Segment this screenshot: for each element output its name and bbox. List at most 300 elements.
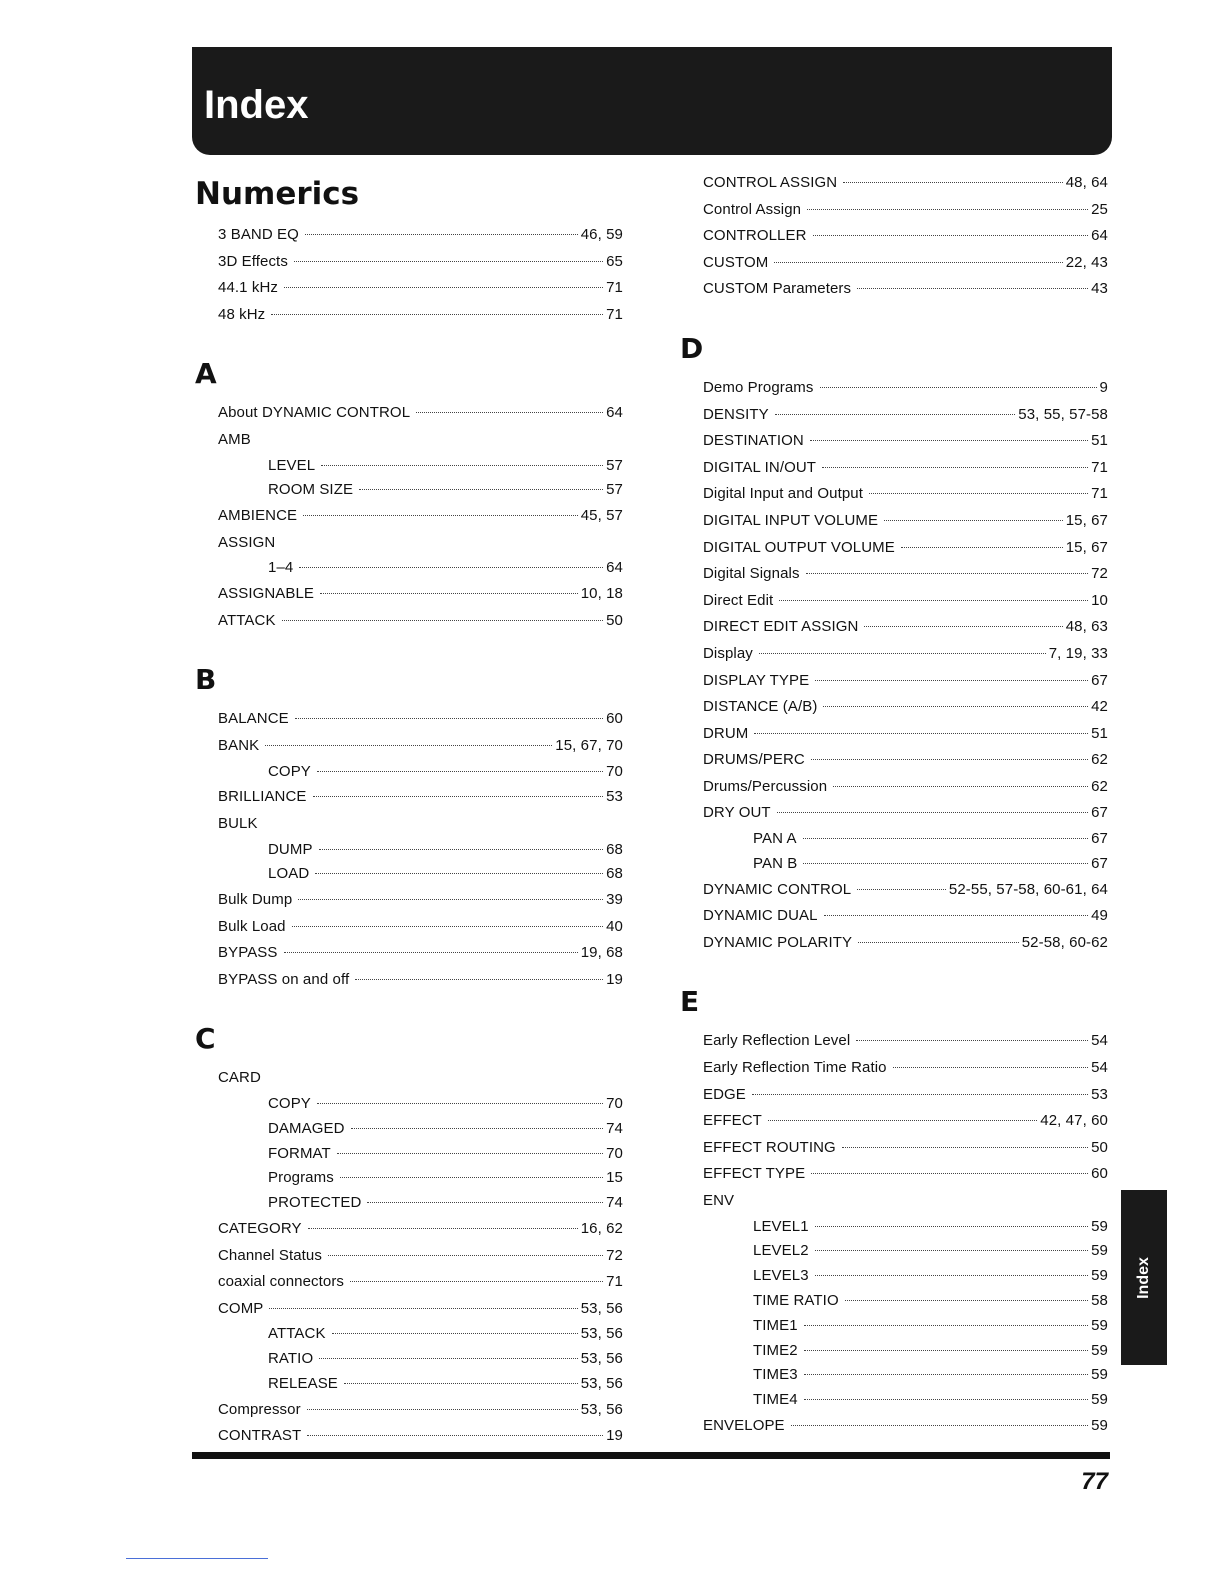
entry-label: Direct Edit <box>703 591 774 609</box>
dot-leader <box>815 680 1088 681</box>
dot-leader <box>824 915 1089 916</box>
dot-leader <box>820 387 1097 388</box>
entry-label: BYPASS on and off <box>218 970 350 988</box>
index-subentry[interactable] <box>680 1239 1108 1264</box>
entry-label: Drums/Percussion <box>703 777 828 795</box>
index-entry[interactable] <box>680 774 1108 801</box>
index-entry[interactable] <box>195 1397 623 1424</box>
entry-label: DRUMS/PERC <box>703 751 805 769</box>
entry-label: Bulk Dump <box>218 891 293 909</box>
index-entry[interactable] <box>680 276 1108 303</box>
entry-pages: 72 <box>606 1246 623 1264</box>
entry-pages: 7, 19, 33 <box>1048 644 1108 662</box>
dot-leader <box>308 1228 578 1229</box>
entry-label: COMP <box>218 1299 264 1317</box>
entry-label: 44.1 kHz <box>218 279 278 297</box>
index-entry[interactable] <box>680 1413 1108 1440</box>
index-entry[interactable] <box>195 1296 623 1323</box>
index-entry-list <box>680 170 1108 303</box>
index-entry[interactable] <box>195 581 623 608</box>
entry-label: Early Reflection Time Ratio <box>703 1059 887 1077</box>
index-subentry[interactable] <box>680 1388 1108 1413</box>
index-entry[interactable] <box>195 733 623 760</box>
entry-pages: 45, 57 <box>580 507 623 525</box>
index-subentry[interactable] <box>195 862 623 887</box>
entry-label: Digital Signals <box>703 565 800 583</box>
entry-pages: 42, 47, 60 <box>1040 1112 1108 1130</box>
section-gap <box>195 993 623 1019</box>
index-entry[interactable] <box>680 535 1108 562</box>
dot-leader <box>295 718 603 719</box>
dot-leader <box>822 467 1088 468</box>
page-title: Index <box>204 83 309 127</box>
entry-pages: 15 <box>606 1169 623 1187</box>
dot-leader <box>803 838 1089 839</box>
index-entry[interactable] <box>680 614 1108 641</box>
index-entry[interactable] <box>195 275 623 302</box>
dot-leader <box>340 1177 603 1178</box>
entry-pages: 19 <box>606 1427 623 1445</box>
index-entry[interactable] <box>680 223 1108 250</box>
index-entry[interactable] <box>680 747 1108 774</box>
entry-label: CONTROLLER <box>703 227 807 245</box>
index-subentry[interactable] <box>195 760 623 785</box>
dot-leader <box>856 1040 1088 1041</box>
index-subentry[interactable] <box>680 1314 1108 1339</box>
entry-pages: 64 <box>606 404 623 422</box>
entry-label: TIME RATIO <box>753 1291 839 1309</box>
section-heading: C <box>195 1022 216 1056</box>
entry-label: AMB <box>218 430 251 448</box>
dot-leader <box>811 759 1088 760</box>
index-subentry[interactable] <box>680 1363 1108 1388</box>
entry-pages: 53, 56 <box>580 1299 623 1317</box>
entry-pages: 40 <box>606 917 623 935</box>
footer-rule <box>192 1452 1110 1459</box>
entry-label: TIME1 <box>753 1316 798 1334</box>
entry-pages: 25 <box>1091 200 1108 218</box>
index-entry[interactable] <box>195 1423 623 1450</box>
index-entry[interactable] <box>680 402 1108 429</box>
entry-pages: 68 <box>606 865 623 883</box>
entry-pages: 59 <box>1091 1416 1108 1434</box>
section-gap <box>680 956 1108 982</box>
entry-pages: 48, 63 <box>1065 618 1108 636</box>
entry-label: Compressor <box>218 1400 301 1418</box>
entry-label: EDGE <box>703 1085 746 1103</box>
entry-label: 3 BAND EQ <box>218 226 299 243</box>
index-entry[interactable] <box>195 940 623 967</box>
dot-leader <box>299 567 603 568</box>
entry-label: coaxial connectors <box>218 1273 345 1291</box>
entry-pages: 10, 18 <box>580 585 623 603</box>
entry-label: 1–4 <box>268 559 294 577</box>
index-entry[interactable] <box>680 930 1108 957</box>
entry-pages: 71 <box>606 1273 623 1291</box>
entry-pages: 16, 62 <box>580 1220 623 1238</box>
entry-label: BRILLIANCE <box>218 788 307 806</box>
entry-label: CUSTOM <box>703 253 769 271</box>
side-tab-index[interactable] <box>1121 1190 1167 1365</box>
index-subentry[interactable] <box>195 556 623 581</box>
dot-leader <box>313 796 604 797</box>
entry-label: Control Assign <box>703 200 802 218</box>
index-entry[interactable] <box>680 694 1108 721</box>
entry-pages: 46, 59 <box>580 226 623 243</box>
dot-leader <box>759 653 1046 654</box>
entry-pages: 62 <box>1091 751 1108 769</box>
entry-pages: 71 <box>1091 485 1108 503</box>
entry-pages: 53, 56 <box>580 1325 623 1343</box>
dot-leader <box>294 261 603 262</box>
dot-leader <box>864 626 1062 627</box>
dot-leader <box>298 899 603 900</box>
index-entry[interactable] <box>195 811 623 838</box>
dot-leader <box>305 234 578 235</box>
dot-leader <box>265 745 552 746</box>
index-entry[interactable] <box>680 375 1108 402</box>
index-subentry[interactable] <box>680 827 1108 852</box>
index-entry[interactable] <box>195 503 623 530</box>
side-tab-label: Index <box>1135 1256 1152 1299</box>
entry-pages: 9 <box>1099 378 1108 396</box>
entry-label: FORMAT <box>268 1144 331 1162</box>
entry-pages: 62 <box>1091 777 1108 795</box>
entry-label: EFFECT ROUTING <box>703 1138 836 1156</box>
entry-pages: 53, 55, 57-58 <box>1018 405 1108 423</box>
dot-leader <box>319 849 604 850</box>
index-entry[interactable] <box>680 721 1108 748</box>
index-entry[interactable] <box>680 197 1108 224</box>
section-gap <box>195 328 623 354</box>
entry-pages: 71 <box>1091 458 1108 476</box>
entry-label: PAN A <box>753 830 797 848</box>
entry-label: Display <box>703 644 753 662</box>
entry-pages: 48, 64 <box>1065 174 1108 191</box>
entry-pages: 59 <box>1091 1267 1108 1285</box>
index-entry[interactable] <box>680 877 1108 904</box>
entry-pages: 19 <box>606 970 623 988</box>
entry-label: LEVEL3 <box>753 1267 809 1285</box>
index-subentry[interactable] <box>195 478 623 503</box>
index-subentry[interactable] <box>195 1322 623 1347</box>
dot-leader <box>344 1383 578 1384</box>
entry-pages: 59 <box>1091 1391 1108 1409</box>
entry-pages: 52-58, 60-62 <box>1021 933 1108 951</box>
entry-label: CATEGORY <box>218 1220 302 1238</box>
dot-leader <box>315 873 603 874</box>
dot-leader <box>307 1435 603 1436</box>
entry-label: DYNAMIC POLARITY <box>703 933 853 951</box>
dot-leader <box>321 465 603 466</box>
index-subentry[interactable] <box>195 1092 623 1117</box>
dot-leader <box>803 863 1088 864</box>
entry-pages: 74 <box>606 1119 623 1137</box>
dot-leader <box>857 889 946 890</box>
entry-label: CARD <box>218 1069 261 1087</box>
index-entry[interactable] <box>195 914 623 941</box>
index-subentry[interactable] <box>195 1166 623 1191</box>
entry-label: BULK <box>218 814 258 832</box>
entry-label: DYNAMIC DUAL <box>703 907 818 925</box>
entry-label: Programs <box>268 1169 334 1187</box>
index-entry[interactable] <box>195 400 623 427</box>
dot-leader <box>292 926 603 927</box>
entry-label: AMBIENCE <box>218 507 298 525</box>
entry-pages: 60 <box>606 710 623 728</box>
index-entry[interactable] <box>195 427 623 454</box>
dot-leader <box>317 771 603 772</box>
index-entry[interactable] <box>195 249 623 276</box>
dot-leader <box>284 952 578 953</box>
entry-label: DESTINATION <box>703 432 804 450</box>
entry-label: BANK <box>218 736 260 754</box>
entry-label: PROTECTED <box>268 1194 362 1212</box>
section-heading: B <box>195 663 217 697</box>
index-entry[interactable] <box>195 222 623 249</box>
dot-leader <box>754 733 1088 734</box>
dot-leader <box>768 1120 1037 1121</box>
section-heading: Numerics <box>195 176 360 212</box>
index-entry[interactable] <box>680 903 1108 930</box>
index-entry[interactable] <box>680 561 1108 588</box>
index-subentry[interactable] <box>680 1215 1108 1240</box>
index-subentry[interactable] <box>680 852 1108 877</box>
entry-pages: 54 <box>1091 1059 1108 1077</box>
entry-label: ATTACK <box>218 611 276 629</box>
entry-pages: 57 <box>606 456 623 474</box>
page-header-bar <box>192 47 1112 155</box>
index-entry[interactable] <box>195 302 623 329</box>
index-entry-list <box>680 1028 1108 1439</box>
index-entry-list <box>195 706 623 993</box>
dot-leader <box>775 414 1016 415</box>
index-entry[interactable] <box>195 1216 623 1243</box>
index-subentry[interactable] <box>195 1372 623 1397</box>
entry-label: CUSTOM Parameters <box>703 280 852 298</box>
index-entry[interactable] <box>195 784 623 811</box>
dot-leader <box>813 235 1089 236</box>
index-entry[interactable] <box>195 1065 623 1092</box>
entry-label: DIGITAL IN/OUT <box>703 458 817 476</box>
index-subentry[interactable] <box>195 1117 623 1142</box>
dot-leader <box>842 1147 1088 1148</box>
dot-leader <box>367 1202 603 1203</box>
dot-leader <box>823 706 1088 707</box>
entry-label: DYNAMIC CONTROL <box>703 880 852 898</box>
index-entry[interactable] <box>680 800 1108 827</box>
index-entry[interactable] <box>195 1243 623 1270</box>
index-entry[interactable] <box>680 1161 1108 1188</box>
entry-pages: 50 <box>606 611 623 629</box>
entry-pages: 53, 56 <box>580 1350 623 1368</box>
index-entry[interactable] <box>195 530 623 557</box>
index-column-left <box>195 170 623 1450</box>
index-entry-list <box>195 400 623 634</box>
dot-leader <box>332 1333 578 1334</box>
dot-leader <box>752 1094 1088 1095</box>
entry-label: COPY <box>268 1095 311 1113</box>
entry-pages: 71 <box>606 279 623 297</box>
index-entry[interactable] <box>680 641 1108 668</box>
dot-leader <box>355 979 603 980</box>
entry-label: EFFECT TYPE <box>703 1165 806 1183</box>
entry-label: COPY <box>268 762 311 780</box>
dot-leader <box>815 1250 1088 1251</box>
entry-pages: 59 <box>1091 1242 1108 1260</box>
entry-pages: 15, 67 <box>1065 511 1108 529</box>
entry-label: RATIO <box>268 1350 314 1368</box>
dot-leader <box>810 440 1088 441</box>
index-entry[interactable] <box>195 608 623 635</box>
index-entry[interactable] <box>680 1082 1108 1109</box>
entry-label: BYPASS <box>218 944 278 962</box>
entry-label: CONTRAST <box>218 1427 302 1445</box>
entry-label: 3D Effects <box>218 252 288 270</box>
entry-label: DIGITAL OUTPUT VOLUME <box>703 538 895 556</box>
index-entry[interactable] <box>680 481 1108 508</box>
dot-leader <box>416 412 603 413</box>
index-entry[interactable] <box>680 428 1108 455</box>
entry-pages: 15, 67, 70 <box>555 736 623 754</box>
entry-label: EFFECT <box>703 1112 762 1130</box>
dot-leader <box>815 1275 1088 1276</box>
entry-pages: 51 <box>1091 432 1108 450</box>
entry-label: DRUM <box>703 724 749 742</box>
entry-label: LEVEL1 <box>753 1217 809 1235</box>
entry-label: CONTROL ASSIGN <box>703 174 838 191</box>
dot-leader <box>351 1128 604 1129</box>
section-gap <box>195 634 623 660</box>
entry-pages: 64 <box>1091 227 1108 245</box>
entry-pages: 67 <box>1091 804 1108 822</box>
index-entry[interactable] <box>680 1055 1108 1082</box>
entry-pages: 42 <box>1091 698 1108 716</box>
index-entry[interactable] <box>195 706 623 733</box>
entry-label: Demo Programs <box>703 378 814 396</box>
index-entry[interactable] <box>195 1269 623 1296</box>
dot-leader <box>807 209 1088 210</box>
index-subentry[interactable] <box>195 1142 623 1167</box>
index-subentry[interactable] <box>680 1339 1108 1364</box>
dot-leader <box>774 262 1062 263</box>
entry-label: ROOM SIZE <box>268 481 354 499</box>
dot-leader <box>317 1103 603 1104</box>
index-subentry[interactable] <box>195 838 623 863</box>
dot-leader <box>845 1300 1088 1301</box>
index-subentry[interactable] <box>680 1264 1108 1289</box>
index-subentry[interactable] <box>195 454 623 479</box>
entry-pages: 52-55, 57-58, 60-61, 64 <box>948 880 1108 898</box>
entry-label: TIME4 <box>753 1391 798 1409</box>
dot-leader <box>857 288 1088 289</box>
dot-leader <box>271 314 603 315</box>
dot-leader <box>806 573 1089 574</box>
index-entry[interactable] <box>680 1188 1108 1215</box>
entry-pages: 59 <box>1091 1217 1108 1235</box>
index-entry[interactable] <box>680 508 1108 535</box>
index-entry-list <box>195 1065 623 1450</box>
entry-label: DISPLAY TYPE <box>703 671 810 689</box>
entry-pages: 70 <box>606 1095 623 1113</box>
index-subentry[interactable] <box>195 1191 623 1216</box>
link-underline <box>126 1558 268 1559</box>
section-heading: D <box>680 331 704 365</box>
index-entry[interactable] <box>680 170 1108 197</box>
page-number: 77 <box>1081 1468 1108 1495</box>
dot-leader <box>804 1399 1088 1400</box>
entry-label: DUMP <box>268 840 313 858</box>
entry-pages: 10 <box>1091 591 1108 609</box>
entry-label: TIME2 <box>753 1341 798 1359</box>
entry-pages: 67 <box>1091 854 1108 872</box>
index-entry[interactable] <box>680 1108 1108 1135</box>
index-subentry[interactable] <box>195 1347 623 1372</box>
dot-leader <box>320 593 578 594</box>
entry-pages: 39 <box>606 891 623 909</box>
entry-label: LEVEL2 <box>753 1242 809 1260</box>
index-entry[interactable] <box>680 1135 1108 1162</box>
dot-leader <box>791 1425 1088 1426</box>
dot-leader <box>811 1173 1088 1174</box>
entry-label: About DYNAMIC CONTROL <box>218 404 411 422</box>
entry-pages: 71 <box>606 305 623 323</box>
entry-pages: 65 <box>606 252 623 270</box>
index-entry[interactable] <box>680 250 1108 277</box>
entry-label: LOAD <box>268 865 310 883</box>
index-entry[interactable] <box>680 588 1108 615</box>
section-gap <box>680 303 1108 329</box>
index-entry[interactable] <box>680 1028 1108 1055</box>
index-entry[interactable] <box>195 887 623 914</box>
dot-leader <box>833 786 1088 787</box>
entry-pages: 57 <box>606 481 623 499</box>
entry-label: Bulk Load <box>218 917 286 935</box>
dot-leader <box>337 1153 603 1154</box>
entry-label: Early Reflection Level <box>703 1032 851 1050</box>
entry-pages: 59 <box>1091 1316 1108 1334</box>
index-subentry[interactable] <box>680 1289 1108 1314</box>
dot-leader <box>893 1067 1089 1068</box>
entry-label: RELEASE <box>268 1375 338 1393</box>
entry-label: DIRECT EDIT ASSIGN <box>703 618 859 636</box>
dot-leader <box>284 287 603 288</box>
entry-pages: 53 <box>1091 1085 1108 1103</box>
index-entry[interactable] <box>680 668 1108 695</box>
entry-label: DRY OUT <box>703 804 771 822</box>
index-entry[interactable] <box>195 967 623 994</box>
section-heading: A <box>195 357 217 391</box>
entry-label: DENSITY <box>703 405 769 423</box>
entry-label: LEVEL <box>268 456 316 474</box>
entry-label: ASSIGNABLE <box>218 585 315 603</box>
entry-label: DAMAGED <box>268 1119 345 1137</box>
index-entry-list <box>680 375 1108 956</box>
entry-pages: 74 <box>606 1194 623 1212</box>
dot-leader <box>858 942 1019 943</box>
entry-label: ATTACK <box>268 1325 326 1343</box>
dot-leader <box>269 1308 577 1309</box>
dot-leader <box>804 1325 1088 1326</box>
dot-leader <box>777 812 1088 813</box>
entry-pages: 68 <box>606 840 623 858</box>
dot-leader <box>884 520 1063 521</box>
entry-pages: 22, 43 <box>1065 253 1108 271</box>
index-entry[interactable] <box>680 455 1108 482</box>
entry-pages: 59 <box>1091 1366 1108 1384</box>
dot-leader <box>869 493 1088 494</box>
entry-label: ENVELOPE <box>703 1416 785 1434</box>
